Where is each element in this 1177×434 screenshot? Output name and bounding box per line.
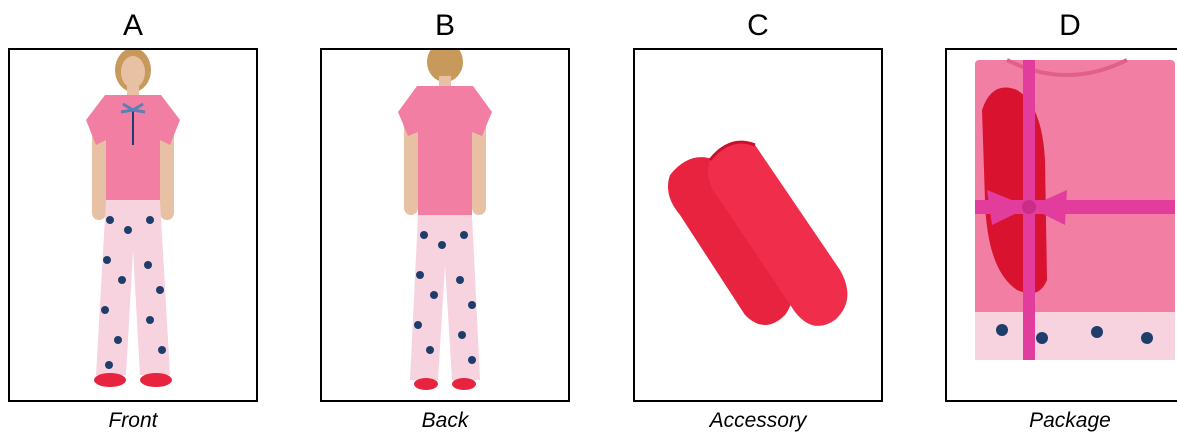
panel-caption: Package (1029, 409, 1111, 432)
panel-c (633, 0, 883, 433)
image-frame (320, 48, 570, 402)
socks-image (635, 50, 881, 400)
panel-caption: Front (108, 409, 158, 432)
panel-d (945, 0, 1177, 433)
panel-caption: Back (421, 409, 469, 432)
panel-letter: A (122, 9, 143, 42)
panel-letter: B (434, 9, 455, 42)
image-frame (633, 48, 883, 402)
panel-letter: D (1059, 9, 1081, 42)
image-frame (8, 48, 258, 402)
model-front-image (10, 50, 256, 400)
panel-b (320, 0, 570, 433)
panel-caption: Accessory (709, 409, 807, 432)
model-back-image (322, 50, 568, 400)
panel-letter: C (747, 9, 769, 42)
panel-a (8, 0, 258, 433)
image-frame (945, 48, 1177, 402)
package-image (947, 50, 1177, 400)
